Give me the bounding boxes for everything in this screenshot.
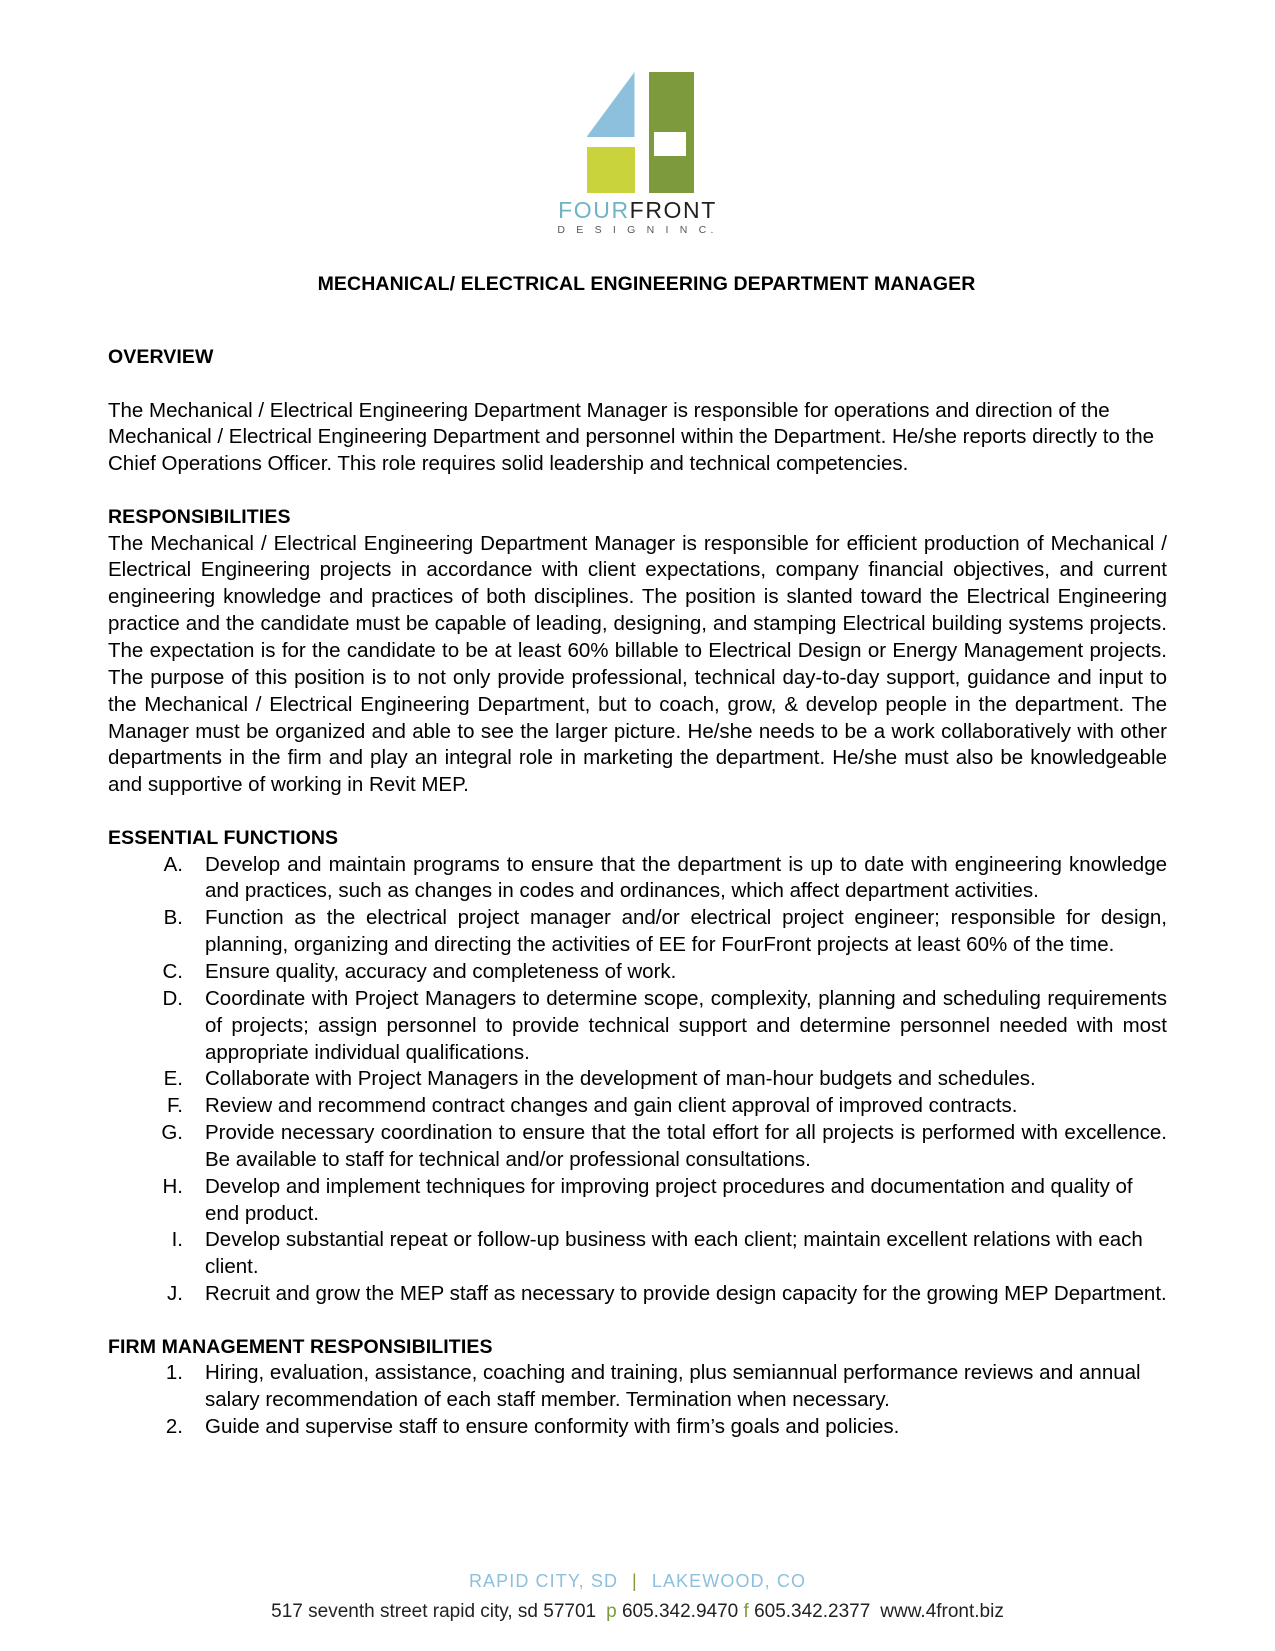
logo-subtitle: D E S I G N I N C. [557,224,718,236]
essential-functions-list [108,852,1167,1308]
footer-fax-tag: f [743,1601,749,1622]
list-item-text: Guide and supervise staff to ensure conformity with firm’s goals and policies. [205,1415,900,1439]
firm-management-list [108,1360,1167,1441]
footer-separator: | [632,1571,638,1591]
list-item-marker: G. [161,1121,183,1145]
overview-paragraph: The Mechanical / Electrical Engineering Department Manager is responsible for operations and direction of the Mechanical / Electrical Engineering Department and personnel within the Department. He/she reports directly to the Chief Operations Officer. This role requires solid leadership and technical competencies. [108,398,1155,476]
logo-wordmark-front: FRONT [629,197,717,223]
footer-website[interactable]: www.4front.biz [880,1601,1004,1622]
section-heading-firm-management: FIRM MANAGEMENT RESPONSIBILITIES [108,1335,493,1358]
list-item [137,1360,1167,1414]
logo-triangle-shape [587,72,635,137]
list-item-marker: 2. [165,1415,183,1439]
responsibilities-paragraph: The Mechanical / Electrical Engineering Department Manager is responsible for efficient production of Mechanical / Electrical Engineering projects in accordance with client expectations, company financial objectives, and current engineering knowledge and practices of both disciplines. The position is slanted toward the Electrical Engineering practice and the candidate must be capable of leading, designing, and stamping Electrical building systems projects. The expectation is for the candidate to be at least 60% billable to Electrical Design or Energy Management projects. The purpose of this position is to not only provide professional, technical day-to-day support, guidance and input to the Mechanical / Electrical Engineering Department, but to coach, grow, & develop people in the department. The Manager must be organized and able to see the larger picture. He/she needs to be a work collaboratively with other departments in the firm and play an integral role in marketing the department. He/she must also be knowledgeable and supportive of working in Revit MEP. [108,531,1167,797]
list-item-text: Hiring, evaluation, assistance, coaching and training, plus semiannual performance reviews and annual salary recommendation of each staff member. Termination when necessary. [205,1361,1141,1412]
company-logo [0,0,1275,236]
list-item-marker: D. [162,986,183,1010]
list-item-marker: 1. [165,1361,183,1385]
footer-address: 517 seventh street rapid city, sd 57701 [271,1601,597,1622]
page-title: MECHANICAL/ ELECTRICAL ENGINEERING DEPARTMENT MANAGER [317,272,976,295]
list-item [137,1120,1167,1174]
list-item [137,986,1167,1067]
list-item [137,1174,1167,1228]
list-item [137,959,1167,986]
list-item-text: Provide necessary coordination to ensure that the total effort for all projects is performed with excellence. Be available to staff for technical and/or professional consultations. [205,1121,1167,1171]
list-item-marker: J. [167,1282,183,1306]
logo-notch-shape [654,132,686,156]
list-item-text: Ensure quality, accuracy and completeness of work. [205,959,677,983]
footer-locations [0,1571,1275,1592]
footer-city-right: LAKEWOOD, CO [651,1571,807,1591]
list-item-marker: B. [163,906,183,930]
footer-city-left: RAPID CITY, SD [468,1571,619,1591]
footer-phone-tag: p [606,1601,617,1622]
logo-wordmark [558,199,717,222]
footer-contact-line [0,1601,1275,1623]
list-item-text: Recruit and grow the MEP staff as necessary to provide design capacity for the growing MEP Department. [205,1282,1167,1306]
list-item [137,1227,1167,1281]
list-item-text: Develop and implement techniques for improving project procedures and documentation and quality of end product. [205,1174,1133,1225]
list-item-marker: A. [163,852,183,876]
list-item-text: Develop and maintain programs to ensure that the department is up to date with engineering knowledge and practices, such as changes in codes and ordinances, which affect department activities. [205,852,1167,903]
list-item [137,852,1167,906]
list-item-marker: E. [163,1067,183,1091]
document-body [0,272,1275,1442]
list-item [137,1281,1167,1308]
logo-square-shape [587,147,635,193]
section-heading-essential-functions: ESSENTIAL FUNCTIONS [108,827,339,850]
list-item-text: Develop substantial repeat or follow-up business with each client; maintain excellent relations with each client. [205,1228,1143,1279]
page-footer [0,1571,1275,1623]
list-item [137,1414,1167,1441]
list-item [137,1066,1167,1093]
section-heading-overview: OVERVIEW [108,346,214,369]
list-item-marker: H. [162,1174,183,1198]
list-item-text: Review and recommend contract changes and gain client approval of improved contracts. [205,1094,1018,1118]
footer-fax: 605.342.2377 [754,1601,871,1622]
list-item-marker: I. [171,1228,183,1252]
section-heading-responsibilities: RESPONSIBILITIES [108,506,291,529]
list-item [137,905,1167,959]
logo-wordmark-four: FOUR [558,197,630,223]
list-item-marker: C. [162,959,183,983]
list-item-text: Collaborate with Project Managers in the development of man-hour budgets and schedules. [205,1067,1036,1091]
list-item [137,1093,1167,1120]
logo-mark-icon [575,72,701,193]
list-item-text: Function as the electrical project manager and/or electrical project engineer; responsible for design, planning, organizing and directing the activities of EE for FourFront projects at least 60% of the time. [205,906,1167,957]
footer-phone: 605.342.9470 [621,1601,739,1622]
list-item-marker: F. [167,1094,183,1118]
list-item-text: Coordinate with Project Managers to determine scope, complexity, planning and scheduling requirements of projects; assign personnel to provide technical support and determine personnel needed with most appropriate individual qualifications. [205,986,1167,1064]
